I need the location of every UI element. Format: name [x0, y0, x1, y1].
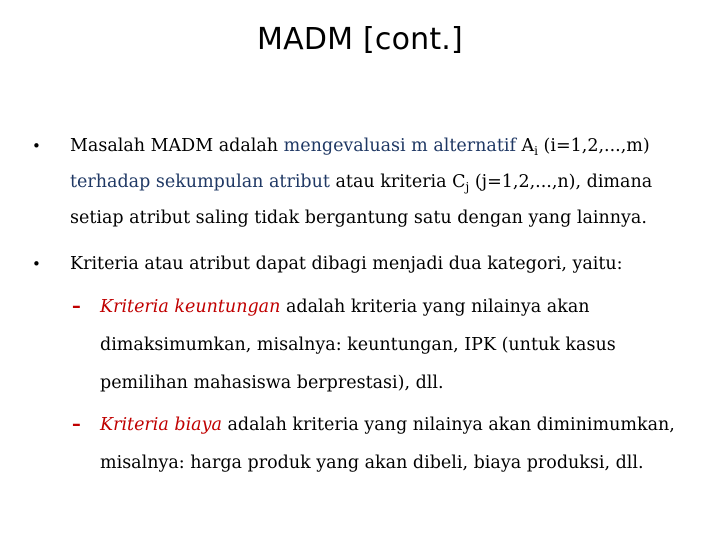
sub-bullet-marker: –: [72, 415, 81, 435]
bullet1-subscript-i: i: [534, 144, 538, 158]
bullet1-text-2: A: [515, 136, 535, 156]
bullet1-subscript-j: j: [465, 180, 470, 194]
sub-bullet-marker: –: [72, 297, 81, 317]
term-kriteria-biaya: Kriteria biaya: [100, 415, 222, 435]
bullet-madm-definition: [32, 128, 695, 236]
slide-title: MADM [cont.]: [257, 22, 463, 57]
bullet-kriteria-categories: [32, 246, 695, 282]
term-kriteria-keuntungan: Kriteria keuntungan: [100, 297, 281, 317]
sub-bullet-kriteria-biaya: [72, 406, 700, 482]
bullet1-highlight-1: mengevaluasi m alternatif: [283, 136, 516, 156]
bullet2-text: Kriteria atau atribut dapat dibagi menjadi dua kategori, yaitu:: [70, 254, 623, 274]
sub2-text: adalah kriteria yang nilainya akan diminimumkan, misalnya: harga produk yang akan dibeli, biaya produksi, dll.: [100, 415, 675, 473]
bullet1-highlight-2: terhadap sekumpulan atribut: [70, 172, 330, 192]
bullet1-text-4: atau kriteria C: [329, 172, 466, 192]
bullet1-text-1: Masalah MADM adalah: [70, 136, 284, 156]
sub-bullet-kriteria-keuntungan: [72, 288, 700, 402]
bullet-marker: •: [32, 255, 41, 273]
sub1-text: adalah kriteria yang nilainya akan dimaksimumkan, misalnya: keuntungan, IPK (untuk kasus pemilihan mahasiswa berprestasi), dll.: [100, 297, 616, 393]
bullet1-text-3: (i=1,2,...,m): [537, 136, 650, 156]
bullet-marker: •: [32, 137, 41, 155]
bullet1-text-5: (j=1,2,...,n), dimana setiap atribut saling tidak bergantung satu dengan yang lainnya.: [70, 172, 653, 228]
